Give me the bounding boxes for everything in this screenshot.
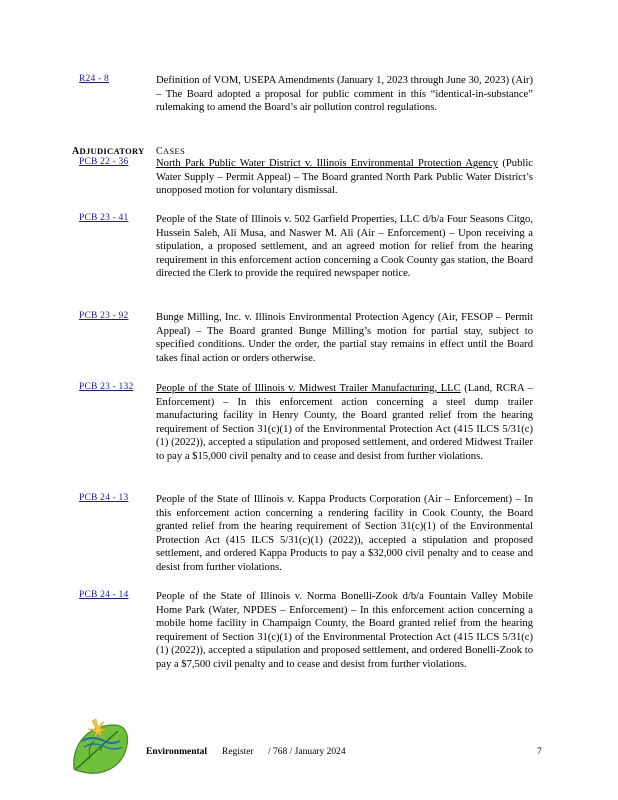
docket-link[interactable]: PCB 23 - 92 xyxy=(79,311,129,321)
entry-text xyxy=(156,157,533,198)
footer-register: Register xyxy=(222,747,254,757)
footer-publication: Environmental xyxy=(146,747,208,757)
docket-link[interactable]: PCB 24 - 14 xyxy=(79,590,129,600)
entry-text xyxy=(156,74,533,115)
entry-description: People of the State of Illinois v. 502 Garfield Properties, LLC d/b/a Four Seasons Citgo, Hussein Saleh, Ali Musa, and Naswer M. Ali (Air – Enforcement) – Upon receiving a stipulation, a proposed settlement, and an agreed motion for relief from the hearing requirement in this enforcement action concerning a Cook County gas station, the Board directed the Clerk to provide the required newspaper notice. xyxy=(156,214,533,279)
entry-description: (Public Water Supply – Permit Appeal) – The Board granted North Park Public Water District’s unopposed motion for voluntary dismissal. xyxy=(156,158,533,196)
entry-text xyxy=(156,311,533,365)
entry-description: People of the State of Illinois v. Kappa Products Corporation (Air – Enforcement) – In this enforcement action concerning a rendering facility in Cook County, the Board granted relief from the hearing requirement of Section 31(c)(1) of the Environmental Protection Act (415 ILCS 5/31(c)(1) (2022)), accepted a stipulation and proposed settlement, and ordered Kappa Products to pay a $32,000 civil penalty and to cease and desist from further violations. xyxy=(156,494,533,573)
docket-link[interactable]: PCB 22 - 36 xyxy=(79,157,129,167)
leaf-logo-icon xyxy=(68,715,132,777)
entry-text xyxy=(156,493,533,574)
entry-text xyxy=(156,213,533,281)
entry-title: North Park Public Water District v. Illinois Environmental Protection Agency xyxy=(156,158,499,169)
entry-text xyxy=(156,382,533,463)
entry-title: People of the State of Illinois v. Midwest Trailer Manufacturing, LLC xyxy=(156,383,461,394)
footer-issue: / 768 / January 2024 xyxy=(268,747,346,757)
docket-link[interactable]: R24 - 8 xyxy=(79,74,109,84)
entry-text xyxy=(156,590,533,671)
entry-description: Definition of VOM, USEPA Amendments (January 1, 2023 through June 30, 2023) (Air) – The Board adopted a proposal for public comment in this “identical-in-substance” rulemaking to amend the Board’s air pollution control regulations. xyxy=(156,75,533,113)
entry-description: Bunge Milling, Inc. v. Illinois Environmental Protection Agency (Air, FESOP – Permit Appeal) – The Board granted Bunge Milling’s motion for partial stay, subject to specified conditions. Under the order, the partial stay remains in effect until the Board takes final action or orders otherwise. xyxy=(156,312,533,364)
footer-page-number: 7 xyxy=(537,747,542,757)
docket-link[interactable]: PCB 23 - 132 xyxy=(79,382,134,392)
docket-link[interactable]: PCB 24 - 13 xyxy=(79,493,129,503)
entry-description: People of the State of Illinois v. Norma Bonelli-Zook d/b/a Fountain Valley Mobile Home Park (Water, NPDES – Enforcement) – In this enforcement action concerning a mobile home facility in Champaign County, the Board granted relief from the hearing requirement of Section 31(c)(1) of the Environmental Protection Act (415 ILCS 5/31(c)(1) (2022)), accepted a stipulation and proposed settlement, and ordered Bonelli-Zook to pay a $7,500 civil penalty and to cease and desist from further violations. xyxy=(156,591,533,670)
section-heading-right: CASES xyxy=(156,146,185,157)
docket-link[interactable]: PCB 23 - 41 xyxy=(79,213,129,223)
entry-description: (Land, RCRA – Enforcement) – In this enforcement action concerning a steel dump trailer manufacturing facility in Henry County, the Board granted relief from the hearing requirement of Section 31(c)(1) of the Environmental Protection Act (415 ILCS 5/31(c)(1) (2022)), accepted a stipulation and proposed settlement, and ordered Midwest Trailer to pay a $15,000 civil penalty and to cease and desist from further violations. xyxy=(156,383,533,462)
page-footer xyxy=(0,715,618,785)
section-heading-left: ADJUDICATORY xyxy=(72,146,145,157)
